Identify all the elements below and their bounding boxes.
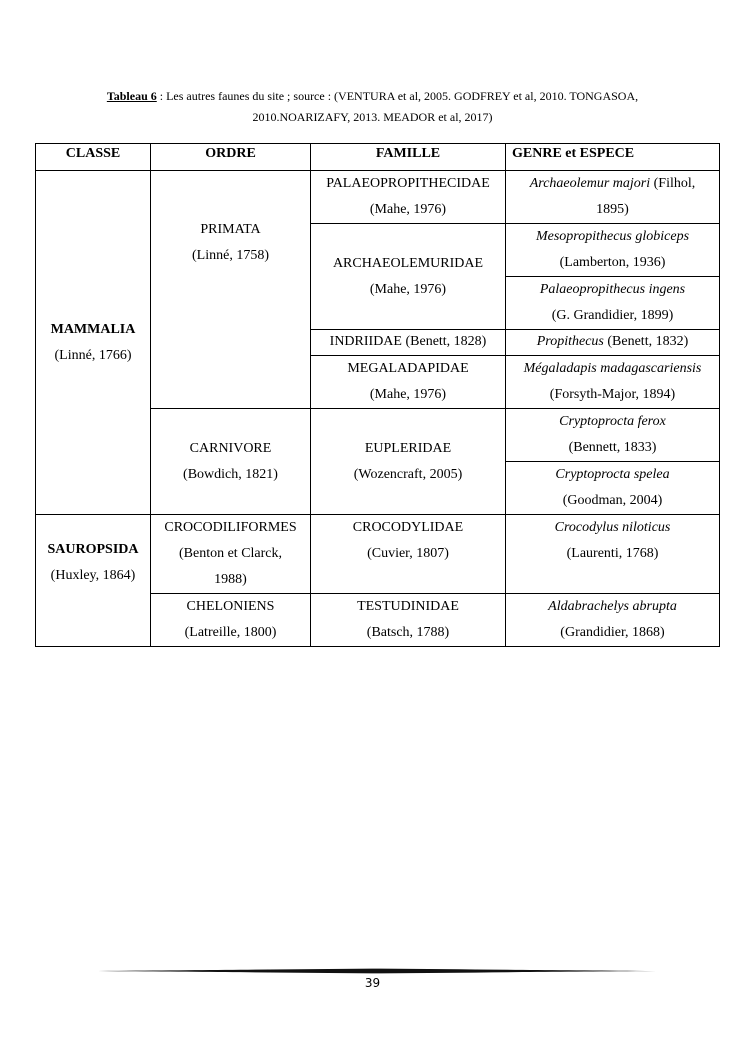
caption-label: Tableau 6: [106, 89, 157, 103]
caption-text: : Les autres faunes du site ; source : (VENTURA et al, 2005. GODFREY et al, 2010. TONGASOA, 2010.NOARIZAFY, 2013. MEADOR et al, 2017): [156, 89, 639, 124]
species-genus: Mégaladapis madagascariensis: [523, 361, 702, 376]
header-genre-espece: GENRE et ESPECE: [506, 144, 720, 171]
class-author: (Huxley, 1864): [50, 568, 136, 583]
class-author: (Linné, 1766): [54, 347, 132, 363]
order-author: (Linné, 1758): [192, 248, 269, 263]
cell-order-cheloniens: [151, 594, 311, 647]
cell-order-primata: [151, 171, 311, 409]
cell-species-crocodylus: [506, 515, 720, 594]
species-author: (G. Grandidier, 1899): [551, 308, 674, 323]
species-author: (Forsyth-Major, 1894): [549, 387, 676, 402]
species-author: (Lamberton, 1936): [559, 255, 666, 270]
cell-family-palaeopropithecidae: [311, 171, 506, 224]
family-name: MEGALADAPIDAE: [347, 361, 469, 376]
species-genus: Crocodylus niloticus: [554, 520, 671, 535]
cell-order-crocodiliformes: [151, 515, 311, 594]
cell-family-megaladapidae: [311, 356, 506, 409]
order-name: CROCODILIFORMES: [164, 520, 297, 535]
cell-order-carnivore: [151, 409, 311, 515]
species-author-cont: 1895): [596, 202, 629, 217]
cell-species-cryptoprocta-spelea: [506, 462, 720, 515]
header-famille: FAMILLE: [311, 144, 506, 171]
header-ordre: ORDRE: [151, 144, 311, 171]
family-name: INDRIIDAE (Benett, 1828): [329, 334, 487, 349]
cell-species-cryptoprocta-ferox: [506, 409, 720, 462]
fauna-table: [35, 143, 720, 647]
family-author: (Cuvier, 1807): [367, 546, 449, 561]
species-genus: Cryptoprocta spelea: [555, 467, 670, 482]
cell-family-archaeolemuridae: [311, 224, 506, 330]
cell-species-aldabrachelys: [506, 594, 720, 647]
species-author: (Laurenti, 1768): [566, 546, 659, 561]
family-author: (Mahe, 1976): [369, 202, 447, 217]
table-row: [36, 171, 720, 224]
page-number: 39: [364, 976, 381, 990]
species-author: (Filhol,: [650, 176, 696, 191]
order-name: CARNIVORE: [189, 440, 272, 456]
cell-species-propithecus: [506, 330, 720, 356]
cell-family-crocodylidae: [311, 515, 506, 594]
family-author: (Batsch, 1788): [366, 625, 450, 640]
class-name: MAMMALIA: [50, 321, 136, 337]
cell-species-palaeopropithecus: [506, 277, 720, 330]
header-classe: CLASSE: [36, 144, 151, 171]
family-name: PALAEOPROPITHECIDAE: [326, 176, 490, 191]
species-genus: Propithecus: [536, 334, 604, 349]
cell-family-indriidae: [311, 330, 506, 356]
family-author: (Mahe, 1976): [369, 387, 447, 402]
species-genus: Palaeopropithecus ingens: [539, 282, 686, 297]
cell-class-mammalia: [36, 171, 151, 515]
cell-family-testudinidae: [311, 594, 506, 647]
family-name: TESTUDINIDAE: [357, 599, 459, 614]
cell-species-mesopropithecus: [506, 224, 720, 277]
species-genus: Archaeolemur majori: [529, 176, 651, 191]
species-genus: Cryptoprocta ferox: [559, 414, 666, 429]
species-author: (Goodman, 2004): [562, 493, 663, 508]
cell-class-sauropsida: [36, 515, 151, 647]
order-name: PRIMATA: [200, 222, 261, 237]
order-name: CHELONIENS: [186, 599, 275, 614]
cell-species-archaeolemur: [506, 171, 720, 224]
family-name: CROCODYLIDAE: [352, 520, 464, 535]
order-author: (Latreille, 1800): [184, 625, 277, 640]
class-name: SAUROPSIDA: [47, 542, 139, 557]
order-author: (Bowdich, 1821): [183, 466, 278, 482]
cell-family-eupleridae: [311, 409, 506, 515]
order-author: (Benton et Clarck,: [178, 546, 283, 561]
table-row: [36, 515, 720, 594]
species-author: (Bennett, 1833): [568, 440, 657, 455]
species-author: (Grandidier, 1868): [560, 625, 665, 640]
species-genus: Aldabrachelys abrupta: [548, 599, 677, 614]
family-author: (Wozencraft, 2005): [353, 466, 463, 482]
header-row: [36, 144, 720, 171]
species-genus: Mesopropithecus globiceps: [535, 229, 690, 244]
order-author-cont: 1988): [214, 572, 247, 587]
table-caption: [60, 86, 685, 128]
cell-species-megaladapis: [506, 356, 720, 409]
family-name: EUPLERIDAE: [364, 440, 452, 456]
family-author: (Mahe, 1976): [369, 281, 447, 297]
species-author: (Benett, 1832): [603, 334, 689, 349]
family-name: ARCHAEOLEMURIDAE: [332, 255, 484, 271]
